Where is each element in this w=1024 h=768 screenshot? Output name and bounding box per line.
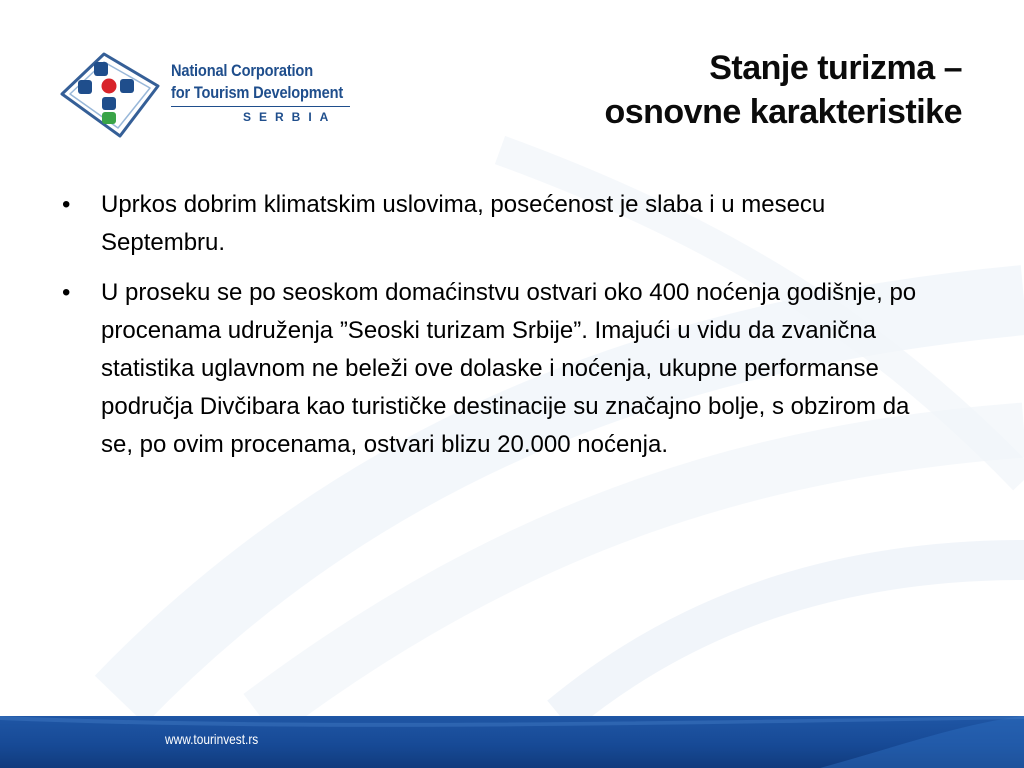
logo-country: SERBIA xyxy=(243,110,337,124)
bullet-text-2: U proseku se po seoskom domaćinstvu ostvari oko 400 noćenja godišnje, po procenama udruženja ”Seoski turizam Srbije”. Imajući u vidu da zvanična statistika uglavnom ne beleži ove dolaske i noćenja, ukupne performanse područja Divčibara kao turističke destinacije su značajno bolje, s obzirom da se, po ovim procenama, ostvari blizu 20.000 noćenja. xyxy=(101,279,917,458)
logo-divider xyxy=(171,106,350,107)
slide-title-line-1: Stanje turizma – xyxy=(709,49,962,87)
logo-line-1: National Corporation xyxy=(171,61,313,80)
footer-bar xyxy=(0,716,1024,768)
bullet-marker: • xyxy=(62,279,71,306)
bullet-marker: • xyxy=(62,191,71,218)
logo-line-2: for Tourism Development xyxy=(171,83,344,102)
slide-title-line-2: osnovne karakteristike xyxy=(604,93,962,131)
cross-logo-icon xyxy=(54,48,164,140)
footer-website-link[interactable]: www.tourinvest.rs xyxy=(165,731,259,747)
bullet-text-1: Uprkos dobrim klimatskim uslovima, posećenost je slaba i u mesecu Septembru. xyxy=(101,191,826,256)
bullet-list xyxy=(62,186,942,476)
ncdt-logo xyxy=(54,48,354,140)
logo-wordmark xyxy=(171,60,371,104)
footer-swoosh-decoration xyxy=(0,716,1024,768)
bullet-item-1 xyxy=(62,186,942,262)
bullet-item-2 xyxy=(62,274,942,464)
slide-title xyxy=(604,46,962,134)
